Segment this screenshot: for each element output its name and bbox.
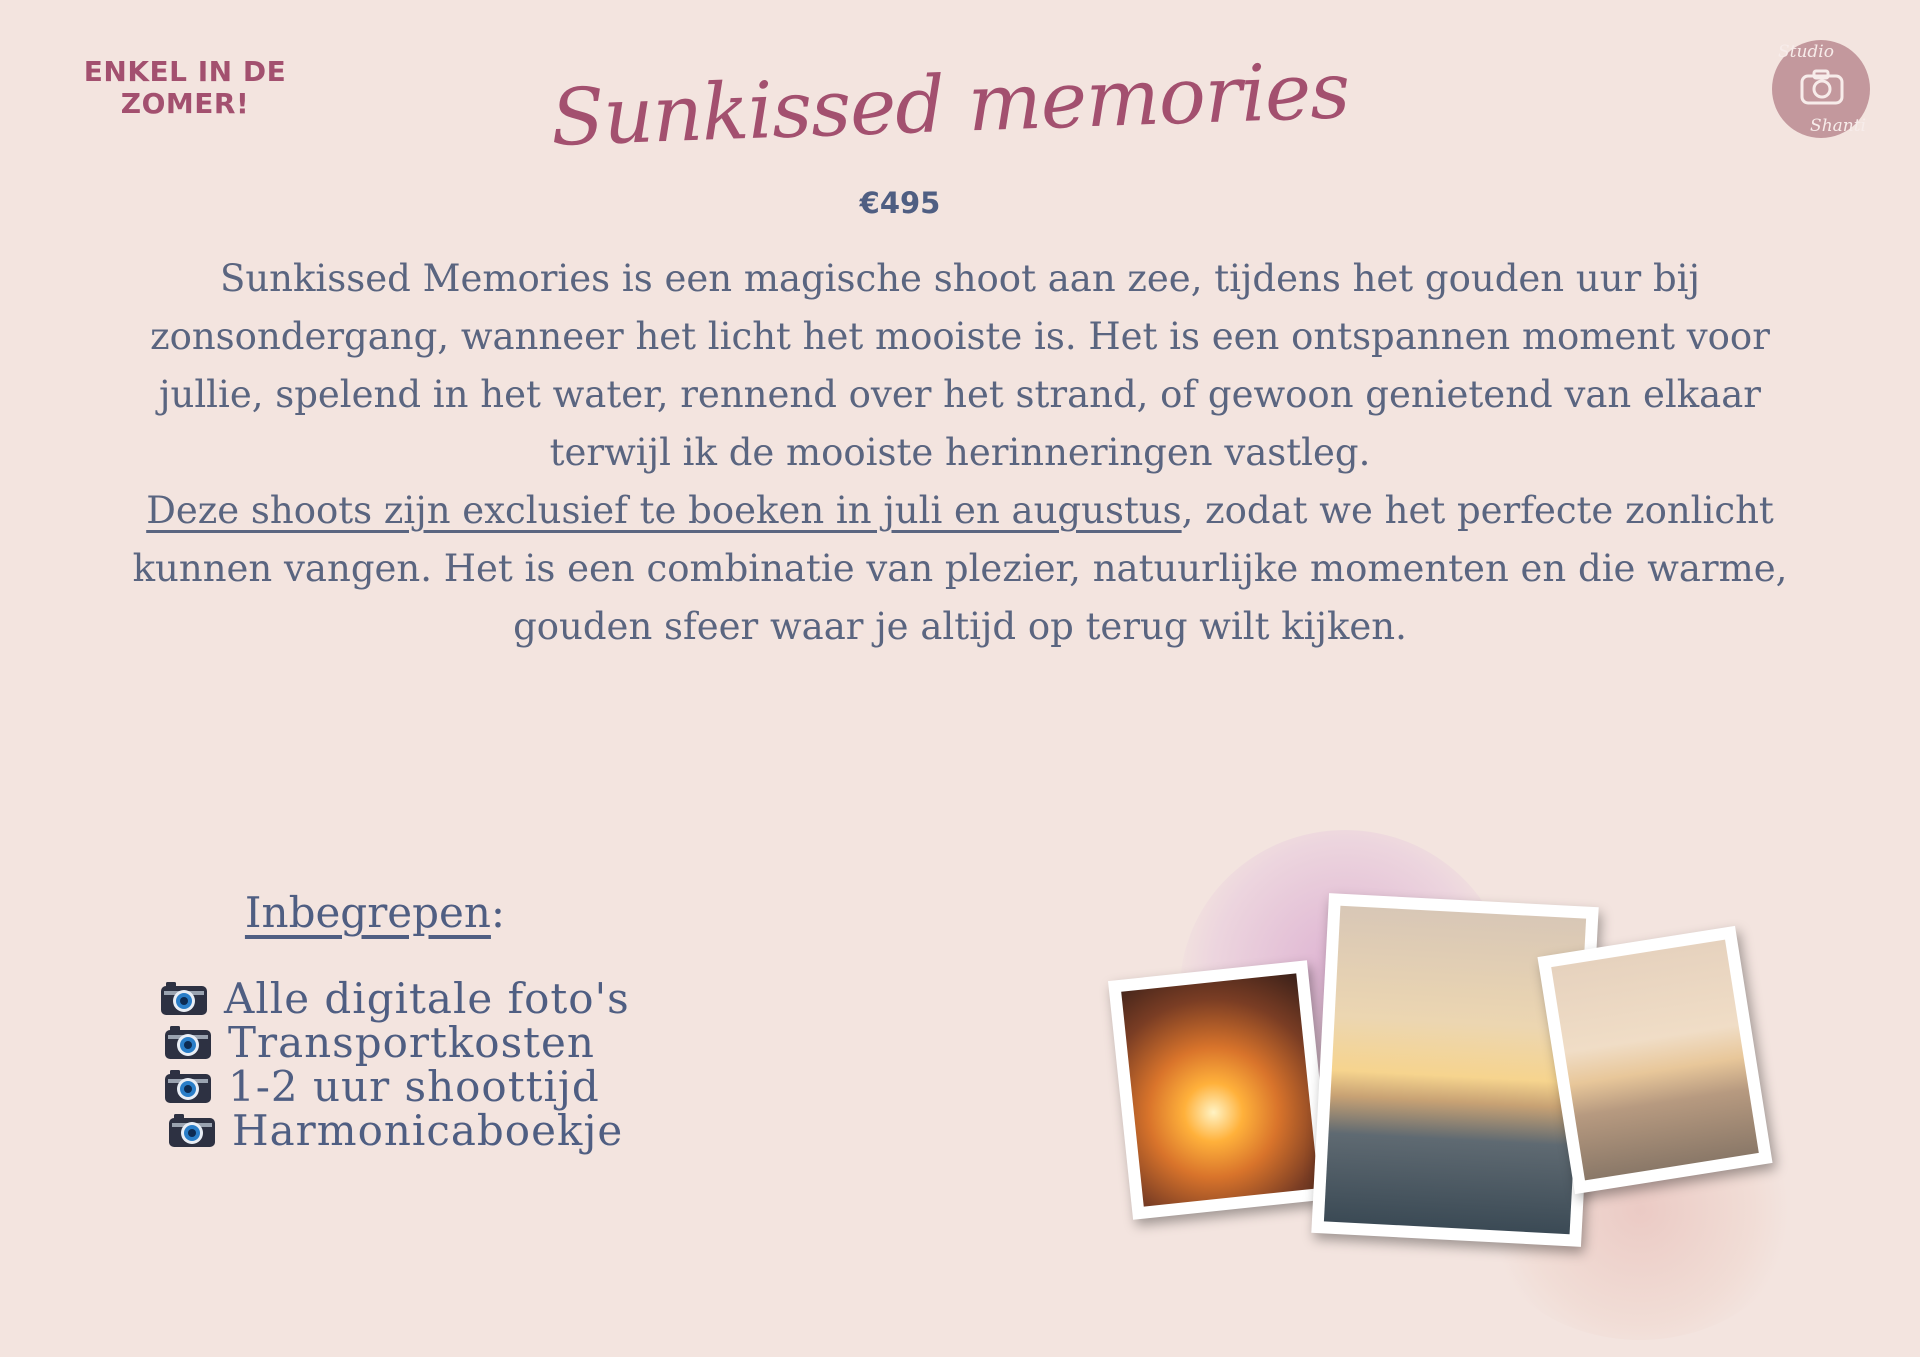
studio-logo [1772,40,1870,138]
description [100,250,1820,656]
included-item-label: Harmonicaboekje [232,1105,624,1155]
camera-icon [1799,68,1845,106]
included-heading [230,888,520,937]
description-paragraph-1: Sunkissed Memories is een magische shoot aan zee, tijdens het gouden uur bij zonsondergang, wanneer het licht het mooiste is. Het is een ontspannen moment voor jullie, spelend in het water, rennend over het strand, of gewoon genietend van elkaar terwijl ik de mooiste herinneringen vastleg. [150,257,1770,474]
included-heading-text: Inbegrepen [244,888,491,937]
camera-icon [164,1024,212,1060]
logo-bottom-text: Shanti [1810,116,1866,136]
included-item [160,1105,760,1155]
included-item [160,1017,760,1067]
logo-top-text: Studio [1778,42,1834,62]
included-item-label: Transportkosten [228,1017,595,1067]
description-paragraph-2 [100,482,1820,656]
booking-period-note: Deze shoots zijn exclusief te boeken in juli en augustus [146,489,1182,532]
included-list [160,973,760,1155]
description-paragraph-2-rest: , zodat we het perfecte zonlicht kunnen vangen. Het is een combinatie van plezier, natuurlijke momenten en die warme, gouden sfeer waar je altijd op terug wilt kijken. [132,489,1788,648]
included-item-label: Alle digitale foto's [224,973,630,1023]
camera-icon [168,1112,216,1148]
summer-only-badge: ENKEL IN DE ZOMER! [83,55,287,120]
included-heading-colon: : [490,888,506,937]
included-item-label: 1-2 uur shoottijd [228,1061,600,1111]
camera-icon [164,1068,212,1104]
included-item [160,973,760,1023]
camera-icon [160,980,208,1016]
page-title: Sunkissed memories [549,46,1351,164]
couple-kiss-photo [1108,960,1332,1220]
couple-piggyback-photo [1537,926,1772,1194]
price: €495 [859,186,941,220]
photo-collage [1100,820,1800,1340]
included-item [160,1061,760,1111]
